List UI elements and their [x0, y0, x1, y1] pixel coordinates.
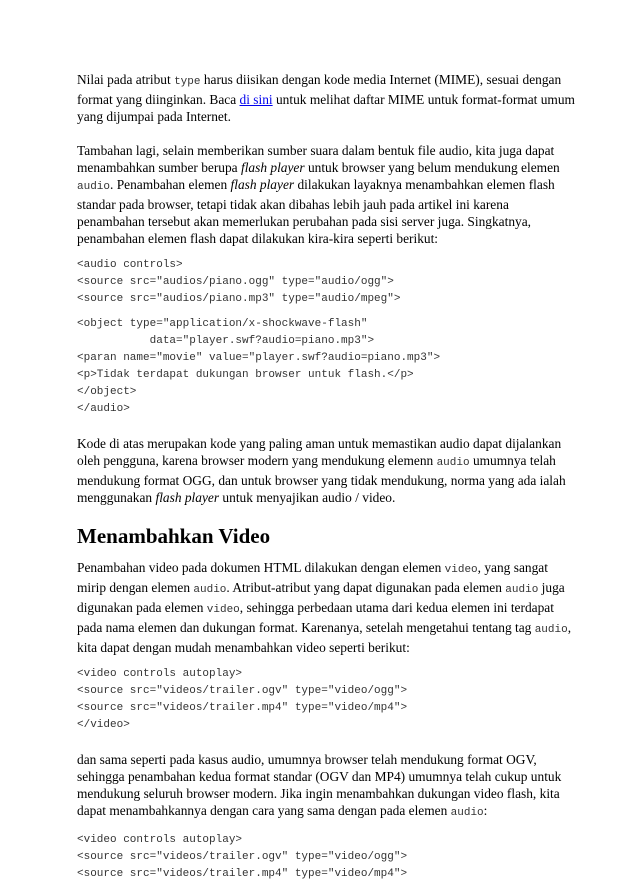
text-run: dilakukan layaknya menambahkan elemen flash standar pada browser, tetapi tidak akan dibahas lebih jauh pada artikel ini karena penambahan tersebut akan memerlukan perubahan pada sisi server juga. Singkatnya, penambahan elemen flash dapat dilakukan kira-kira seperti berikut: [77, 177, 555, 246]
inline-code: video [206, 604, 240, 616]
text-run: Kode di atas merupakan kode yang paling aman untuk memastikan audio dapat dijalankan oleh pengguna, karena browser modern yang mendukung elemenn [77, 436, 562, 468]
paragraph-flash-fallback [77, 142, 577, 247]
text-run: dan sama seperti pada kasus audio, umumnya browser telah mendukung format OGV, sehingga penambahan kedua format standar (OGV dan MP4) umumnya telah cukup untuk mendukung seluruh browser modern. Jika ingin menambahkan dukungan video flash, kita dapat menambahkannya dengan cara yang sama dengan pada elemen [77, 752, 562, 818]
text-run: untuk browser yang belum mendukung elemen [304, 160, 560, 175]
paragraph-safe-code [77, 435, 577, 506]
text-run: Nilai pada atribut [77, 72, 175, 87]
text-run: , yang sangat mirip dengan elemen [77, 560, 548, 595]
document-page [77, 71, 577, 883]
inline-code: type [174, 76, 201, 88]
inline-code: audio [505, 584, 539, 596]
text-run: umumnya telah mendukung format OGG, dan untuk browser yang tidak mendukung, norma yang ada ialah menggunakan [77, 453, 566, 505]
text-run: untuk melihat daftar MIME untuk format-format umum yang dijumpai pada Internet. [77, 92, 575, 124]
emphasis: flash player [240, 160, 305, 175]
text-run: , sehingga perbedaan utama dari kedua elemen ini terdapat pada nama elemen dan dukungan format. Karenanya, setelah mengetahui tentang tag [77, 600, 554, 635]
paragraph-mime-type [77, 71, 577, 125]
text-run: Tambahan lagi, selain memberikan sumber suara dalam bentuk file audio, kita juga dapat menambahkan sumber berupa [77, 143, 555, 175]
emphasis: flash player [155, 490, 220, 505]
code-block-flash-object: <object type="application/x-shockwave-flash" data="player.swf?audio=piano.mp3"> <paran name="movie" value="player.swf?audio=piano.mp3"> <p>Tidak terdapat dukungan browser untuk flash.</p> </object> </audio> [77, 318, 441, 415]
text-run: . Atribut-atribut yang dapat digunakan pada elemen [226, 580, 506, 595]
inline-code: audio [450, 807, 484, 819]
paragraph-video-flash [77, 751, 577, 822]
text-run: harus diisikan dengan kode media Internet (MIME), sesuai dengan format yang diinginkan. Baca [77, 72, 562, 107]
text-run: Penambahan video pada dokumen HTML dilakukan dengan elemen [77, 560, 445, 575]
section-heading: Menambahkan Video [77, 524, 271, 548]
text-run: untuk menyajikan audio / video. [219, 490, 396, 505]
text-run: . Penambahan elemen [110, 177, 231, 192]
inline-code: audio [534, 624, 568, 636]
inline-code: audio [77, 181, 111, 193]
code-block-audio-sources: <audio controls> <source src="audios/piano.ogg" type="audio/ogg"> <source src="audios/piano.mp3" type="audio/mpeg"> [77, 259, 401, 305]
paragraph-video-element [77, 559, 577, 656]
emphasis: flash player [230, 177, 295, 192]
code-block-video-sources: <video controls autoplay> <source src="videos/trailer.ogv" type="video/ogg"> <source src="videos/trailer.mp4" type="video/mp4"> </video> [77, 668, 408, 731]
inline-code: audio [436, 457, 470, 469]
text-run: juga digunakan pada elemen [77, 580, 565, 615]
text-run: , kita dapat dengan mudah menambahkan video seperti berikut: [77, 620, 572, 655]
code-block-video-flash: <video controls autoplay> <source src="videos/trailer.ogv" type="video/ogg"> <source src="videos/trailer.mp4" type="video/mp4"> [77, 834, 408, 880]
inline-code: video [444, 564, 478, 576]
text-run: : [483, 803, 488, 818]
inline-code: audio [193, 584, 227, 596]
mime-list-link[interactable]: di sini [239, 92, 273, 107]
